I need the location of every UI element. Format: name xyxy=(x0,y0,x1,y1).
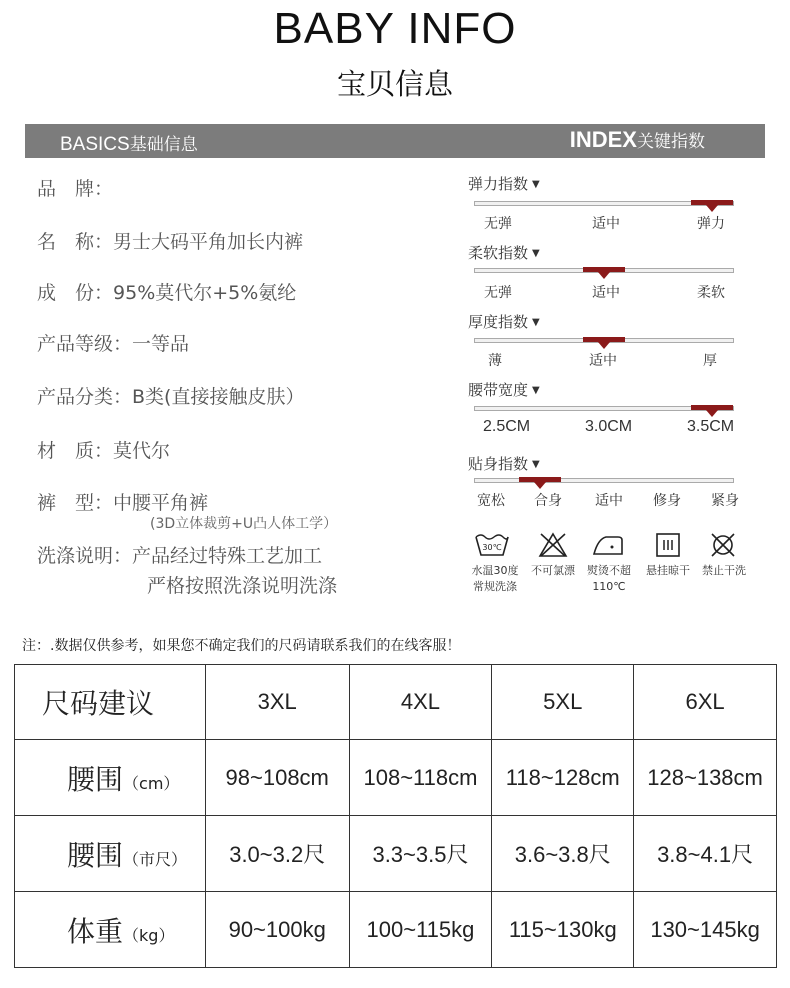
row-label-unit: （cm） xyxy=(123,773,180,793)
table-cell: 108~118cm xyxy=(349,740,492,816)
index-tick: 2.5CM xyxy=(483,418,531,435)
table-cell: 3.8~4.1尺 xyxy=(634,816,777,892)
row-label-unit: （kg） xyxy=(123,925,175,945)
size-header: 3XL xyxy=(205,665,349,740)
index-track-elasticity xyxy=(474,201,734,206)
table-row xyxy=(15,740,777,816)
index-tick: 薄 xyxy=(488,353,502,369)
table-cell: 3.3~3.5尺 xyxy=(349,816,492,892)
info-row-composition xyxy=(37,278,296,305)
row-label-main: 腰围 xyxy=(67,762,124,796)
no-dry-clean-icon xyxy=(709,531,737,559)
table-corner-text: 尺码建议 xyxy=(42,687,155,720)
info-row-washing xyxy=(37,541,322,568)
caret-down-icon: ▼ xyxy=(532,317,540,328)
table-corner xyxy=(15,665,206,740)
info-row-brand xyxy=(37,174,113,201)
index-tick: 无弹 xyxy=(484,285,512,301)
care-label-hang xyxy=(641,563,695,579)
index-title-softness xyxy=(468,242,540,263)
index-tick: 适中 xyxy=(592,216,620,232)
basics-heading-en: BASICS xyxy=(60,134,130,155)
info-label: 产品等级： xyxy=(37,333,133,355)
index-tick: 合身 xyxy=(534,493,562,509)
info-row-name xyxy=(37,227,303,254)
care-label-line: 不可氯漂 xyxy=(531,564,575,577)
index-tick: 弹力 xyxy=(697,216,725,232)
table-row xyxy=(15,892,777,968)
care-label-line: 110℃ xyxy=(592,580,626,593)
info-row-grade xyxy=(37,329,189,356)
caret-down-icon: ▼ xyxy=(532,385,540,396)
care-label-wash xyxy=(468,563,522,595)
table-row xyxy=(15,816,777,892)
index-title-text: 弹力指数 xyxy=(468,175,529,193)
care-label-bleach xyxy=(526,563,580,579)
index-title-text: 柔软指数 xyxy=(468,244,529,262)
index-tick: 3.5CM xyxy=(687,418,735,435)
care-label-line: 悬挂晾干 xyxy=(646,564,690,577)
info-value: 95%莫代尔+5%氨纶 xyxy=(113,282,297,304)
page-title-en: BABY INFO xyxy=(273,4,517,53)
info-value: 男士大码平角加长内裤 xyxy=(113,231,304,253)
index-title-text: 厚度指数 xyxy=(468,313,529,331)
page-title-cn: 宝贝信息 xyxy=(336,67,453,101)
index-heading xyxy=(570,127,705,153)
info-value: 莫代尔 xyxy=(113,440,171,462)
table-cell: 3.0~3.2尺 xyxy=(205,816,349,892)
index-title-thickness xyxy=(468,311,540,332)
index-heading-cn: 关键指数 xyxy=(637,132,705,152)
index-title-waistband xyxy=(468,379,540,400)
table-cell: 130~145kg xyxy=(634,892,777,968)
index-tick: 修身 xyxy=(653,493,681,509)
care-label-line: 水温30度 xyxy=(471,564,519,577)
index-track-waistband xyxy=(474,406,734,411)
table-header-row xyxy=(15,665,777,740)
index-heading-en: INDEX xyxy=(569,127,637,152)
table-cell: 115~130kg xyxy=(492,892,634,968)
row-label xyxy=(15,816,206,892)
info-label: 成 份： xyxy=(37,282,114,304)
table-cell: 3.6~3.8尺 xyxy=(492,816,634,892)
caret-down-icon: ▼ xyxy=(532,179,540,190)
info-value: B类(直接接触皮肤） xyxy=(132,386,305,408)
index-title-text: 腰带宽度 xyxy=(468,381,529,399)
index-tick: 适中 xyxy=(589,353,617,369)
caret-down-icon: ▼ xyxy=(532,248,540,259)
index-marker xyxy=(519,477,561,482)
size-header: 4XL xyxy=(349,665,492,740)
info-washing-line2: 严格按照洗涤说明洗涤 xyxy=(147,575,338,597)
index-title-elasticity xyxy=(468,173,540,194)
index-track-thickness xyxy=(474,338,734,343)
row-label-main: 腰围 xyxy=(67,838,124,872)
table-cell: 98~108cm xyxy=(205,740,349,816)
info-label: 裤 型： xyxy=(37,492,114,514)
index-tick: 3.0CM xyxy=(585,418,633,435)
index-tick: 厚 xyxy=(703,353,717,369)
table-cell: 100~115kg xyxy=(349,892,492,968)
table-cell: 128~138cm xyxy=(634,740,777,816)
info-label: 产品分类： xyxy=(37,386,133,408)
care-label-line: 禁止干洗 xyxy=(702,564,746,577)
index-tick: 适中 xyxy=(592,285,620,301)
index-tick: 紧身 xyxy=(711,493,739,509)
info-label: 名 称： xyxy=(37,231,114,253)
info-label: 洗涤说明： xyxy=(37,545,133,567)
index-tick: 柔软 xyxy=(697,285,725,301)
size-header: 6XL xyxy=(634,665,777,740)
index-track-softness xyxy=(474,268,734,273)
index-tick: 适中 xyxy=(595,493,623,509)
info-label: 品 牌： xyxy=(37,178,114,200)
section-bar xyxy=(25,124,765,158)
row-label xyxy=(15,740,206,816)
index-marker xyxy=(691,200,733,205)
caret-down-icon: ▼ xyxy=(532,459,540,470)
size-table xyxy=(14,664,777,968)
index-marker xyxy=(691,405,733,410)
row-label-main: 体重 xyxy=(67,914,124,948)
row-label xyxy=(15,892,206,968)
info-row-category xyxy=(37,382,304,409)
info-row-cut xyxy=(37,488,208,515)
wash-30-icon xyxy=(474,531,510,559)
basics-heading-cn: 基础信息 xyxy=(129,135,198,155)
basics-heading xyxy=(60,130,198,156)
size-header: 5XL xyxy=(492,665,634,740)
index-tick: 无弹 xyxy=(484,216,512,232)
care-label-line: 熨烫不超 xyxy=(587,564,631,577)
index-tick: 宽松 xyxy=(477,493,505,509)
table-cell: 118~128cm xyxy=(492,740,634,816)
care-label-line: 常规洗涤 xyxy=(473,580,517,593)
hang-dry-icon xyxy=(654,531,682,559)
row-label-unit: （市尺） xyxy=(123,849,188,869)
care-label-iron xyxy=(582,563,636,595)
info-row-material xyxy=(37,436,170,463)
info-value: 产品经过特殊工艺加工 xyxy=(132,545,323,567)
info-value: 中腰平角裤 xyxy=(113,492,209,514)
index-marker xyxy=(583,337,625,342)
wash-temp-badge: 30℃ xyxy=(482,543,502,552)
index-marker xyxy=(583,267,625,272)
info-value: 一等品 xyxy=(132,333,190,355)
info-label: 材 质： xyxy=(37,440,114,462)
info-cut-detail: (3D立体裁剪+U凸人体工学） xyxy=(150,516,338,532)
index-title-fit xyxy=(468,453,540,474)
disclaimer-note: 注：.数据仅供参考，如果您不确定我们的尺码请联系我们的在线客服！ xyxy=(22,638,461,654)
table-cell: 90~100kg xyxy=(205,892,349,968)
index-track-fit xyxy=(474,478,734,483)
no-bleach-icon xyxy=(537,531,569,559)
iron-icon xyxy=(591,531,625,559)
index-title-text: 贴身指数 xyxy=(468,455,529,473)
care-label-dryclean xyxy=(697,563,751,579)
